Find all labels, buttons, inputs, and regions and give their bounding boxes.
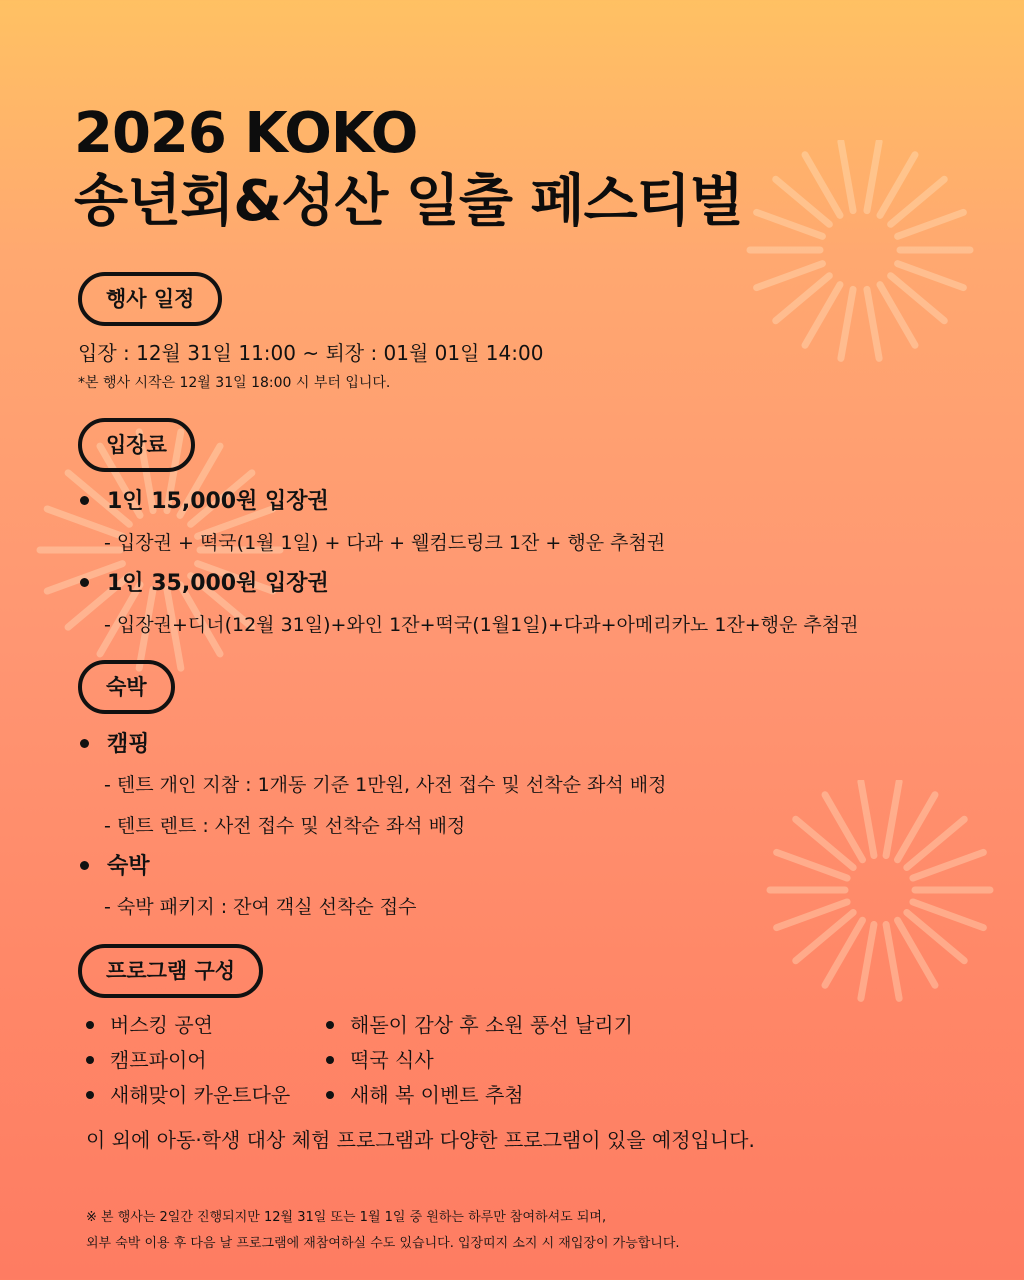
program-left-2-label: 캠프파이어 (110, 1048, 207, 1072)
page-title (74, 100, 743, 236)
program-left-2 (86, 1044, 207, 1073)
program-left-1-label: 버스킹 공연 (110, 1013, 213, 1037)
camping-detail-1: - 텐트 개인 지참 : 1개동 기준 1만원, 사전 접수 및 선착순 좌석 배정 (104, 774, 667, 796)
title-line-2: 송년회&성산 일출 페스티벌 (74, 169, 743, 234)
bullet-icon (86, 1091, 94, 1099)
bullet-icon (326, 1021, 334, 1029)
firework-ray (867, 289, 879, 358)
firework-ray (757, 264, 823, 288)
fee-item-2-detail: - 입장권+디너(12월 31일)+와인 1잔+떡국(1월1일)+다과+아메리카노 1잔+행운 추첨권 (104, 614, 859, 636)
bullet-icon (86, 1056, 94, 1064)
bullet-icon (80, 739, 89, 748)
program-left-1 (86, 1009, 213, 1038)
bullet-icon (326, 1091, 334, 1099)
program-left-3-label: 새해맞이 카운트다운 (110, 1083, 291, 1107)
program-left-3 (86, 1079, 290, 1108)
program-right-2 (326, 1044, 434, 1073)
stay-detail-1: - 숙박 패키지 : 잔여 객실 선착순 접수 (104, 896, 417, 918)
firework-decoration-bottom-right (730, 780, 1024, 1040)
lodging-item-camping-label: 캠핑 (107, 732, 150, 757)
title-line-1: 2026 KOKO (74, 101, 418, 166)
lodging-heading: 숙박 (78, 660, 175, 714)
fee-item-2-label: 1인 35,000원 입장권 (107, 571, 329, 596)
program-right-1 (326, 1009, 633, 1038)
firework-ray (886, 924, 899, 998)
fee-item-2 (80, 566, 329, 597)
firework-ray (841, 289, 853, 358)
program-heading: 프로그램 구성 (78, 944, 263, 998)
fee-heading: 입장료 (78, 418, 195, 472)
lodging-item-camping (80, 727, 150, 758)
footer-note-1: ※ 본 행사는 2일간 진행되지만 12월 31일 또는 1월 1일 중 원하는 하루만 참여하셔도 되며, (86, 1210, 607, 1225)
schedule-time: 입장 : 12월 31일 11:00 ~ 퇴장 : 01월 01일 14:00 (78, 341, 544, 365)
fee-item-1-detail: - 입장권 + 떡국(1월 1일) + 다과 + 웰컴드링크 1잔 + 행운 추첨권 (104, 532, 666, 554)
firework-ray (886, 782, 899, 856)
firework-ray (898, 212, 964, 236)
lodging-item-stay-label: 숙박 (107, 854, 150, 879)
schedule-note: *본 행사 시작은 12월 31일 18:00 시 부터 입니다. (78, 375, 391, 391)
camping-detail-2: - 텐트 렌트 : 사전 접수 및 선착순 좌석 배정 (104, 815, 466, 837)
program-right-2-label: 떡국 식사 (350, 1048, 434, 1072)
lodging-item-stay (80, 849, 150, 880)
fee-item-1-label: 1인 15,000원 입장권 (107, 489, 329, 514)
firework-ray (898, 264, 964, 288)
firework-ray (867, 142, 879, 211)
program-right-1-label: 해돋이 감상 후 소원 풍선 날리기 (350, 1013, 633, 1037)
bullet-icon (80, 496, 89, 505)
bullet-icon (86, 1021, 94, 1029)
firework-ray (861, 782, 874, 856)
firework-ray (757, 212, 823, 236)
footer-note-2: 외부 숙박 이용 후 다음 날 프로그램에 재참여하실 수도 있습니다. 입장띠지 소지 시 재입장이 가능합니다. (86, 1236, 680, 1251)
firework-ray (841, 142, 853, 211)
bullet-icon (326, 1056, 334, 1064)
program-right-3-label: 새해 복 이벤트 추첨 (350, 1083, 524, 1107)
program-right-3 (326, 1079, 524, 1108)
firework-ray (861, 924, 874, 998)
bullet-icon (80, 578, 89, 587)
fee-item-1 (80, 484, 329, 515)
schedule-heading: 행사 일정 (78, 272, 222, 326)
bullet-icon (80, 861, 89, 870)
program-extra: 이 외에 아동·학생 대상 체험 프로그램과 다양한 프로그램이 있을 예정입니다. (86, 1128, 755, 1152)
